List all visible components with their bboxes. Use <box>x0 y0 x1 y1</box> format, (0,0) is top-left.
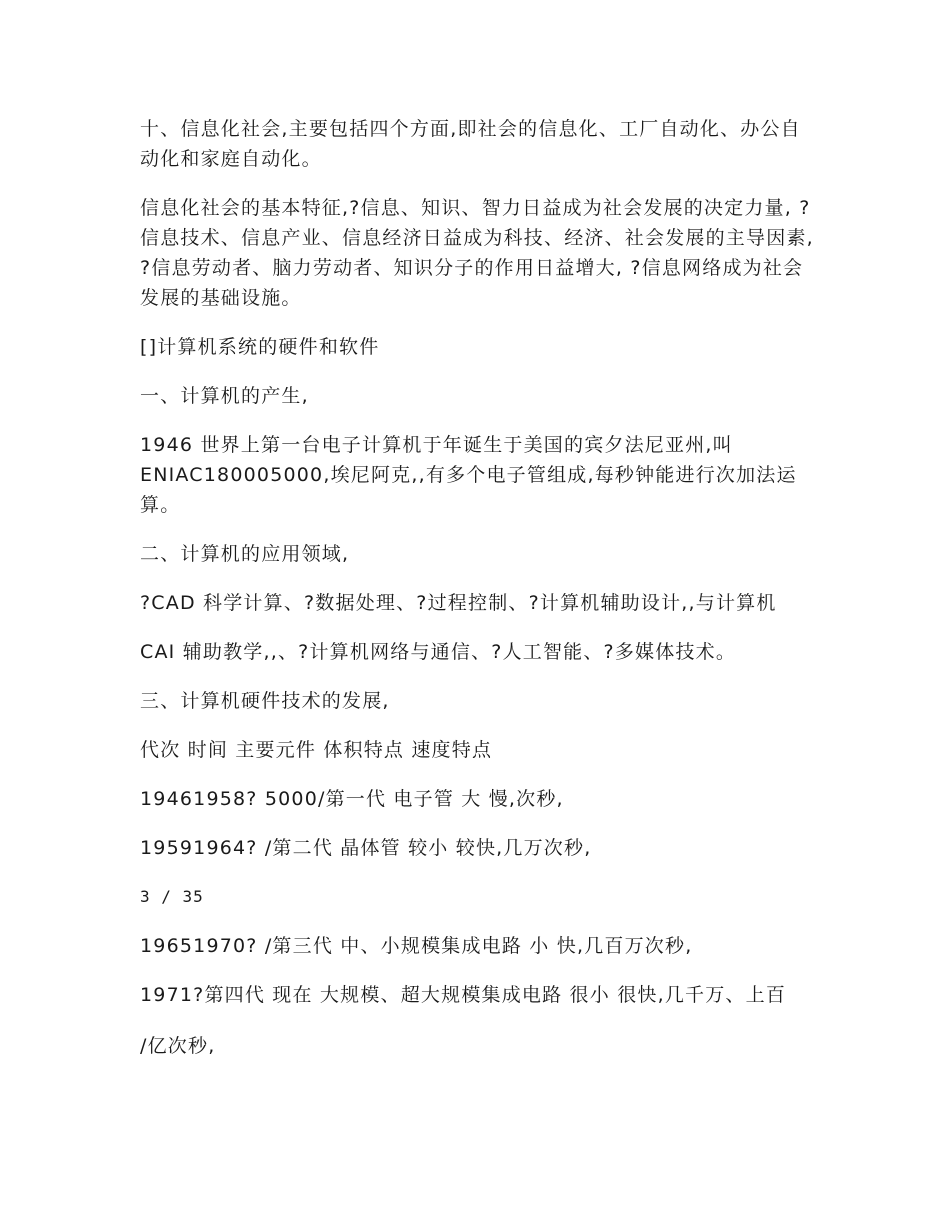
heading-hardware-development: 三、计算机硬件技术的发展, <box>140 690 390 712</box>
generation-row-4: 1971?第四代 现在 大规模、超大规模集成电路 很小 很快,几千万、上百 <box>140 984 787 1006</box>
paragraph-information-society: 十、信息化社会,主要包括四个方面,即社会的信息化、工厂自动化、办公自动化和家庭自动化。 <box>140 118 801 170</box>
document-page <box>140 114 820 1061</box>
generation-row-2: 19591964? /第二代 晶体管 较小 较快,几万次秒, <box>140 837 592 859</box>
paragraph-applications-line1: ?CAD 科学计算、?数据处理、?过程控制、?计算机辅助设计,,与计算机 <box>140 592 777 614</box>
paragraph-society-features: 信息化社会的基本特征,?信息、知识、智力日益成为社会发展的决定力量, ?信息技术、信息产业、信息经济日益成为科技、经济、社会发展的主导因素, ?信息劳动者、脑力劳动者、知识分子的作用日益增大, ?信息网络成为社会发展的基础设施。 <box>140 197 814 309</box>
heading-computer-origin: 一、计算机的产生, <box>140 385 309 407</box>
paragraph-eniac: 1946 世界上第一台电子计算机于年诞生于美国的宾夕法尼亚州,叫ENIAC180005000,埃尼阿克,,有多个电子管组成,每秒钟能进行次加法运算。 <box>140 434 797 516</box>
generation-row-4-continued: /亿次秒, <box>140 1035 216 1057</box>
heading-application-fields: 二、计算机的应用领域, <box>140 543 350 565</box>
page-number: 3 / 35 <box>140 887 204 906</box>
paragraph-applications-line2: CAI 辅助教学,,、?计算机网络与通信、?人工智能、?多媒体技术。 <box>140 641 737 663</box>
generation-table-header: 代次 时间 主要元件 体积特点 速度特点 <box>140 739 493 761</box>
generation-row-1: 19461958? 5000/第一代 电子管 大 慢,次秒, <box>140 788 564 810</box>
section-heading-hardware-software: []计算机系统的硬件和软件 <box>140 336 380 358</box>
generation-row-3: 19651970? /第三代 中、小规模集成电路 小 快,几百万次秒, <box>140 935 693 957</box>
